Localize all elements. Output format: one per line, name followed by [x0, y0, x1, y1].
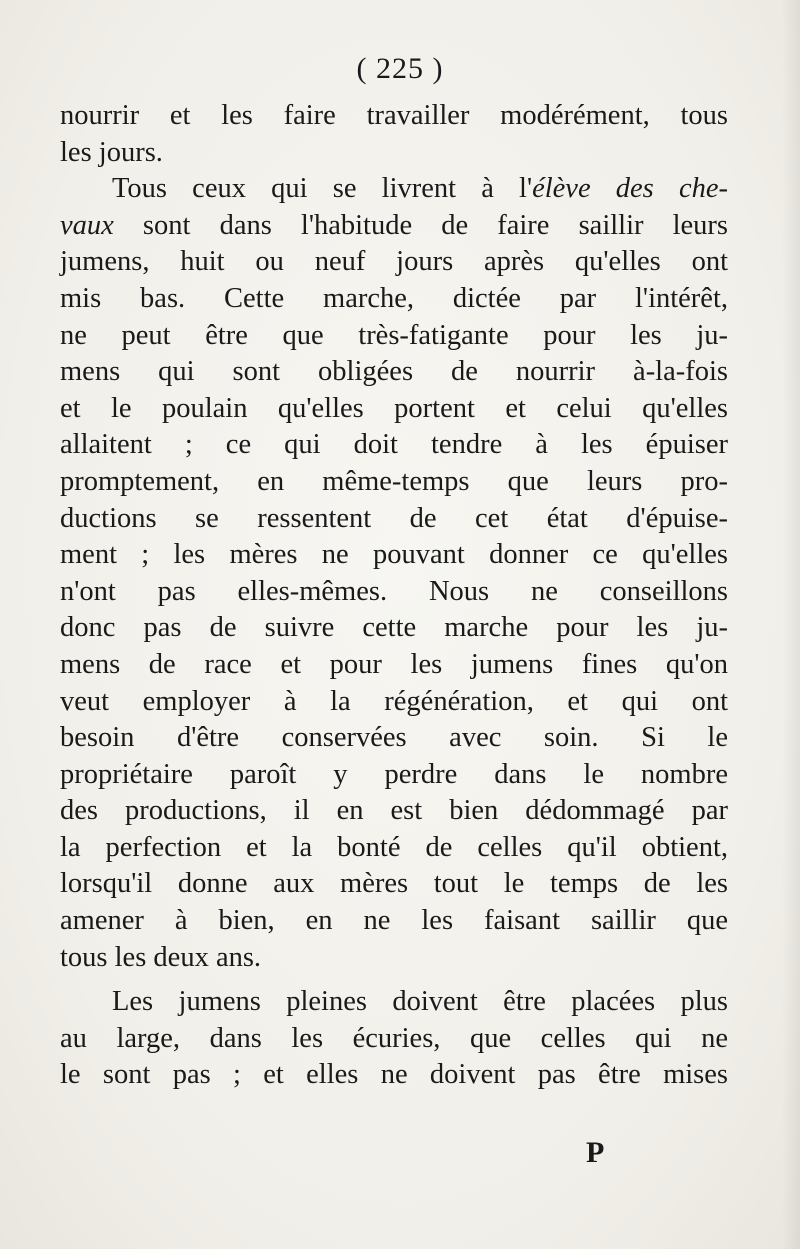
- text-line: des productions, il en est bien dédommagé par: [60, 795, 728, 827]
- text-line: amener à bien, en ne les faisant saillir que: [60, 905, 728, 937]
- text-line: veut employer à la régénération, et qui ont: [60, 685, 728, 717]
- text-line: promptement, en même-temps que leurs pro-: [60, 465, 728, 497]
- page-edge-shadow: [782, 0, 800, 1249]
- text-line: propriétaire paroît y perdre dans le nombre: [60, 758, 728, 790]
- text-line: besoin d'être conservées avec soin. Si le: [60, 722, 728, 754]
- text-line: le sont pas ; et elles ne doivent pas être mises: [60, 1059, 728, 1091]
- text-line: allaitent ; ce qui doit tendre à les épuiser: [60, 429, 728, 461]
- signature-mark: P: [586, 1136, 605, 1169]
- text-line: ne peut être que très-fatigante pour les ju-: [60, 319, 728, 351]
- text-line: la perfection et la bonté de celles qu'il obtient,: [60, 831, 728, 863]
- text-line: tous les deux ans.: [60, 941, 262, 973]
- text-line: lorsqu'il donne aux mères tout le temps de les: [60, 868, 728, 900]
- text-line: nourrir et les faire travailler modérément, tous: [60, 100, 728, 131]
- text-line: les jours.: [60, 136, 163, 168]
- text-line: et le poulain qu'elles portent et celui qu'elles: [60, 392, 728, 424]
- text-run: sont dans l'habitude de faire saillir leurs: [113, 209, 728, 241]
- italic-run: vaux: [60, 209, 114, 241]
- text-line: au large, dans les écuries, que celles qui ne: [60, 1022, 728, 1054]
- text-line: [60, 208, 728, 245]
- text-line: Les jumens pleines doivent être placées plus: [112, 986, 728, 1018]
- text-line: donc pas de suivre cette marche pour les ju-: [60, 612, 728, 644]
- text-line: mens qui sont obligées de nourrir à-la-fois: [60, 356, 728, 388]
- page-number: ( 225 ): [356, 52, 444, 85]
- text-line: [60, 171, 728, 208]
- text-line: n'ont pas elles-mêmes. Nous ne conseillons: [60, 575, 728, 607]
- body-text: [60, 98, 728, 1094]
- text-run: Tous ceux qui se livrent à l': [112, 173, 533, 205]
- text-line: ductions se ressentent de cet état d'épuise-: [60, 502, 728, 534]
- text-line: jumens, huit ou neuf jours après qu'elles ont: [60, 246, 728, 278]
- text-line: mis bas. Cette marche, dictée par l'intérêt,: [60, 282, 728, 314]
- italic-run: élève des che-: [532, 173, 728, 205]
- text-line: ment ; les mères ne pouvant donner ce qu'elles: [60, 539, 728, 571]
- text-line: mens de race et pour les jumens fines qu'on: [60, 648, 728, 680]
